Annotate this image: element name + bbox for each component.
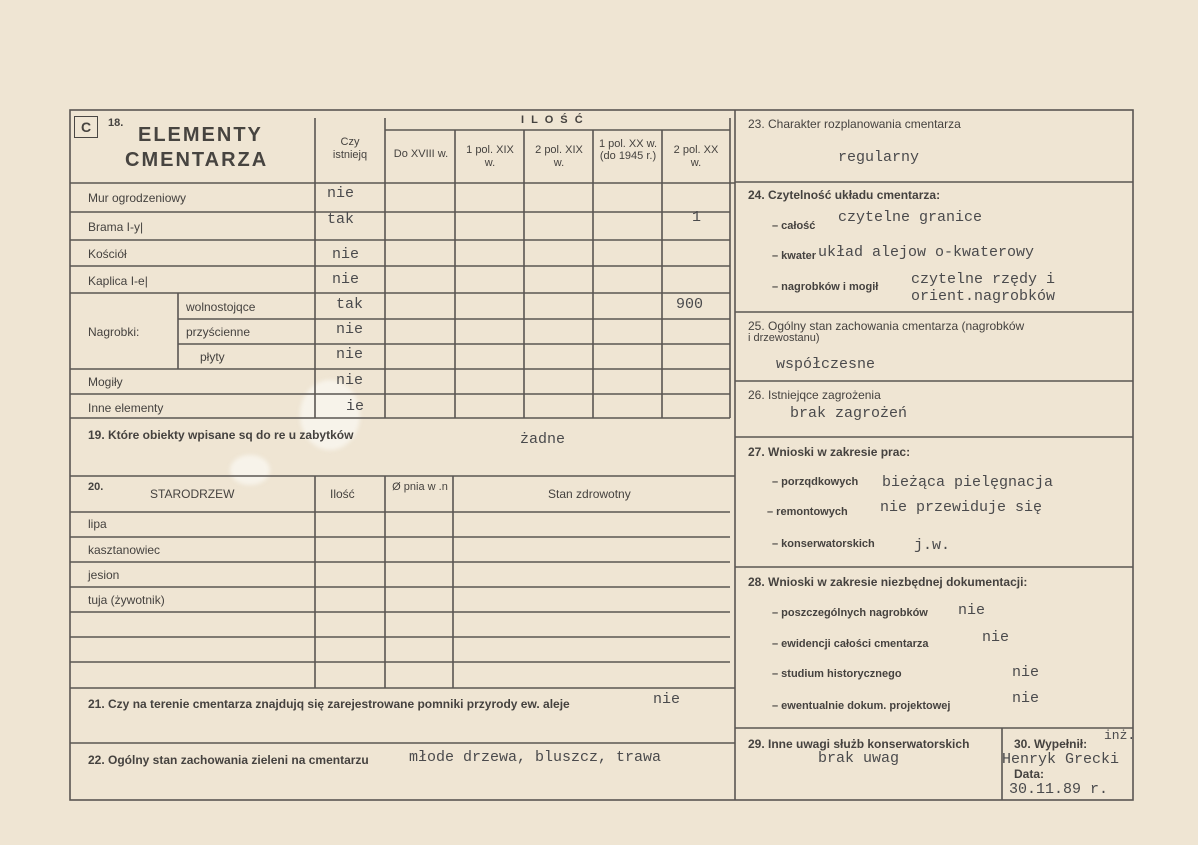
exists-value: nie <box>336 372 364 389</box>
exists-value: nie <box>336 321 364 338</box>
row-label: Mur ogrodzeniowy <box>88 191 187 205</box>
section-title: CMENTARZA <box>125 149 269 171</box>
row-label: przyścienne <box>186 325 251 339</box>
item-value: orient.nagrobków <box>911 288 1056 305</box>
item-label: – porzqdkowych <box>772 476 859 488</box>
date-label: Data: <box>1014 767 1045 781</box>
section-number: 18. <box>108 117 124 129</box>
date-value: 30.11.89 r. <box>1009 781 1109 798</box>
item-label: – ewidencji całości cmentarza <box>772 638 929 650</box>
exists-value: nie <box>332 246 360 263</box>
field-label: 22. Ogólny stan zachowania zieleni na cmentarzu <box>88 753 369 767</box>
field-value: nie <box>653 691 681 708</box>
item-value: j.w. <box>914 537 951 554</box>
field-label: 25. Ogólny stan zachowania cmentarza (nagrobków <box>748 319 1025 333</box>
field-value: żadne <box>520 431 566 448</box>
field-label: 21. Czy na terenie cmentarza znajdujq się zarejestrowane pomniki przyrody ew. aleje <box>88 697 570 711</box>
item-value: nie <box>982 629 1010 646</box>
item-label: – studium historycznego <box>772 668 902 680</box>
column-header: I L O Ś Ć <box>517 115 589 126</box>
field-label: 28. Wnioski w zakresie niezbędnej dokumentacji: <box>748 575 1028 589</box>
item-value: nie przewiduje się <box>880 499 1043 516</box>
period-header: 2 pol. XX w. <box>673 144 719 169</box>
field-label: 29. Inne uwagi służb konserwatorskich <box>748 737 970 751</box>
row-label: Brama I-y| <box>88 220 144 234</box>
item-value: czytelne rzędy i <box>911 271 1056 288</box>
row-label: lipa <box>88 517 107 531</box>
row-label: Mogiły <box>88 375 123 389</box>
row-group-label: Nagrobki: <box>88 325 140 339</box>
row-label: płyty <box>200 350 225 364</box>
row-label: jesion <box>88 568 120 582</box>
item-label: – remontowych <box>767 506 848 518</box>
field-value: brak uwag <box>818 750 900 767</box>
period-header: 1 pol. XIX w. <box>466 144 514 169</box>
field-label: 24. Czytelność układu cmentarza: <box>748 188 941 202</box>
section-letter: C <box>74 116 98 138</box>
item-label: – ewentualnie dokum. projektowej <box>772 700 951 712</box>
field-label: 30. Wypełnił: <box>1014 737 1088 751</box>
item-value: nie <box>1012 690 1040 707</box>
item-label: – kwater <box>772 250 817 262</box>
exists-value: ie <box>346 398 365 415</box>
section-title: ELEMENTY <box>138 124 263 146</box>
item-label: – nagrobków i mogił <box>772 281 879 293</box>
exists-value: tak <box>327 211 355 228</box>
quantity-value: 1 <box>692 209 702 226</box>
field-label: i drzewostanu) <box>748 332 820 344</box>
row-label: Kaplica I-e| <box>88 274 148 288</box>
column-header: Stan zdrowotny <box>548 487 631 501</box>
field-value: współczesne <box>776 356 876 373</box>
item-label: – konserwatorskich <box>772 538 875 550</box>
item-value: nie <box>958 602 986 619</box>
row-label: wolnostojqce <box>186 300 256 314</box>
exists-value: nie <box>336 346 364 363</box>
section-number: 20. <box>88 481 104 493</box>
quantity-value: 900 <box>676 296 704 313</box>
item-value: układ alejow o-kwaterowy <box>818 244 1035 261</box>
item-value: bieżąca pielęgnacja <box>882 474 1054 491</box>
section-title: STARODRZEW <box>150 487 235 501</box>
field-label: 23. Charakter rozplanowania cmentarza <box>748 117 961 131</box>
item-value: nie <box>1012 664 1040 681</box>
signer-name: Henryk Grecki <box>1002 751 1120 768</box>
column-header: Ø pnia w .n <box>392 481 448 493</box>
period-header: 2 pol. XIX w. <box>535 144 583 169</box>
period-header: 1 pol. XX w. (do 1945 r.) <box>598 138 658 162</box>
row-label: Inne elementy <box>88 401 164 415</box>
row-label: tuja (żywotnik) <box>88 593 165 607</box>
field-value: regularny <box>838 149 920 166</box>
field-value: brak zagrożeń <box>790 405 908 422</box>
field-label: 27. Wnioski w zakresie prac: <box>748 445 911 459</box>
exists-value: tak <box>336 296 364 313</box>
item-value: czytelne granice <box>838 209 983 226</box>
column-header: Czy istniejq <box>332 136 368 161</box>
column-header: Ilość <box>330 487 355 501</box>
item-label: – poszczególnych nagrobków <box>772 607 928 619</box>
signer-title: inż. <box>1104 728 1136 743</box>
row-label: Kościół <box>88 247 127 261</box>
field-value: młode drzewa, bluszcz, trawa <box>409 749 662 766</box>
field-label: 26. Istniejqce zagrożenia <box>748 388 881 402</box>
item-label: – całość <box>772 220 816 232</box>
exists-value: nie <box>327 185 355 202</box>
exists-value: nie <box>332 271 360 288</box>
period-header: Do XVIII w. <box>393 148 449 160</box>
field-label: 19. Które obiekty wpisane sq do re u zabytków <box>88 428 354 442</box>
row-label: kasztanowiec <box>88 543 161 557</box>
